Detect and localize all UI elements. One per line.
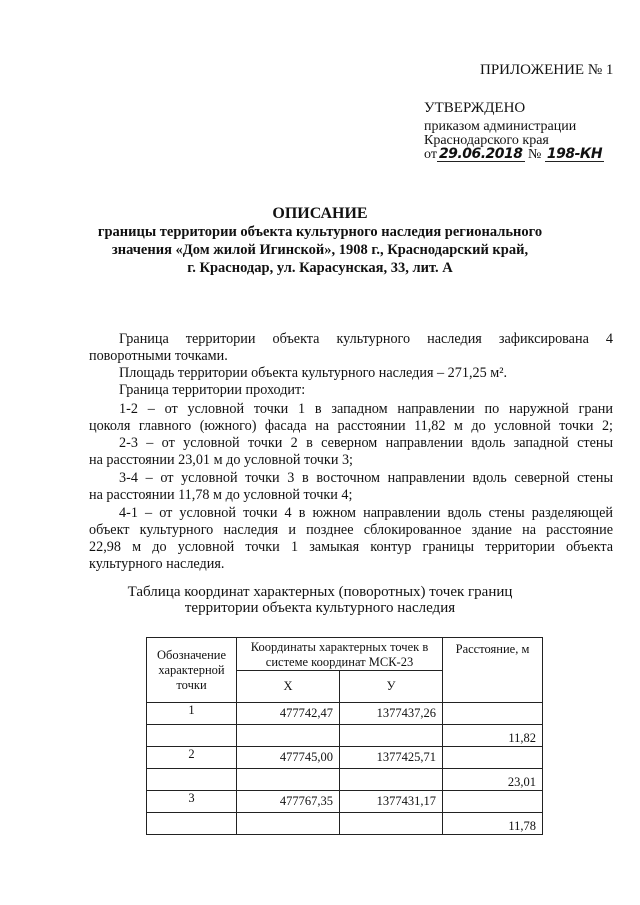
y-cell: 1377431,17 <box>340 791 443 813</box>
body-line: цоколя главного (южного) фасада на расстоянии 11,82 м до условной точки 2; <box>89 418 613 434</box>
body-line: культурного наследия. <box>89 556 225 572</box>
point-cell <box>147 725 237 747</box>
table-caption: территории объекта культурного наследия <box>184 600 456 616</box>
order-prefix: от <box>424 147 437 162</box>
x-cell: 477767,35 <box>237 791 340 813</box>
distance-cell: 11,78 <box>443 813 543 835</box>
table-row <box>147 747 543 769</box>
body-line: на расстоянии 23,01 м до условной точки 3; <box>89 452 353 468</box>
order-line <box>424 147 604 163</box>
point-cell <box>147 813 237 835</box>
point-cell <box>147 769 237 791</box>
table-header-row <box>147 638 543 671</box>
body-line: поворотными точками. <box>89 348 228 364</box>
header-distance: Расстояние, м <box>443 638 543 703</box>
body-line: Граница территории проходит: <box>119 382 306 398</box>
body-line: 4-1 – от условной точки 4 в южном направлении вдоль стены разделяющей <box>119 505 613 521</box>
body-line: 2-3 – от условной точки 2 в северном направлении вдоль западной стены <box>119 435 613 451</box>
body-line: Площадь территории объекта культурного наследия – 271,25 м². <box>119 365 508 381</box>
point-cell: 2 <box>147 747 237 769</box>
y-cell: 1377437,26 <box>340 703 443 725</box>
body-line: 1-2 – от условной точки 1 в западном направлении по наружной грани <box>119 401 613 417</box>
header-coordinates: Координаты характерных точек в системе координат МСК-23 <box>237 638 443 671</box>
body-line: 3-4 – от условной точки 3 в восточном направлении вдоль северной стены <box>119 470 613 486</box>
point-cell: 1 <box>147 703 237 725</box>
y-cell: 1377425,71 <box>340 747 443 769</box>
title-line: г. Краснодар, ул. Карасунская, 33, лит. А <box>187 260 453 276</box>
distance-cell: 11,82 <box>443 725 543 747</box>
y-cell <box>340 813 443 835</box>
y-cell <box>340 769 443 791</box>
x-cell: 477742,47 <box>237 703 340 725</box>
body-line: Граница территории объекта культурного наследия зафиксирована 4 <box>119 331 613 347</box>
body-line: 22,98 м до условной точки 1 замыкая контур границы территории объекта <box>89 539 613 555</box>
distance-cell <box>443 703 543 725</box>
order-number: 198-КН <box>546 146 603 162</box>
y-cell <box>340 725 443 747</box>
x-cell <box>237 769 340 791</box>
header-y: У <box>340 671 443 703</box>
x-cell <box>237 813 340 835</box>
table-row <box>147 725 543 747</box>
title-line: значения «Дом жилой Игинской», 1908 г., Краснодарский край, <box>111 242 529 258</box>
coordinates-table <box>146 637 543 835</box>
body-line: объект культурного наследия и позднее сблокированное здание на расстояние <box>89 522 613 538</box>
approval-line: Краснодарского края <box>424 133 549 148</box>
distance-cell <box>443 747 543 769</box>
table-row <box>147 791 543 813</box>
point-cell: 3 <box>147 791 237 813</box>
header-x: Х <box>237 671 340 703</box>
x-cell <box>237 725 340 747</box>
approval-line: приказом администрации <box>424 119 577 134</box>
header-point-designation: Обозначение характерной точки <box>147 638 237 703</box>
document-heading: ОПИСАНИЕ <box>272 205 368 222</box>
distance-cell <box>443 791 543 813</box>
table-row <box>147 813 543 835</box>
distance-cell: 23,01 <box>443 769 543 791</box>
approved-label: УТВЕРЖДЕНО <box>424 100 526 116</box>
body-line: на расстоянии 11,78 м до условной точки 4; <box>89 487 353 503</box>
x-cell: 477745,00 <box>237 747 340 769</box>
order-date: 29.06.2018 <box>438 146 523 162</box>
title-line: границы территории объекта культурного наследия регионального <box>97 224 543 240</box>
order-number-label: № <box>528 147 542 162</box>
table-caption: Таблица координат характерных (поворотных) точек границ <box>127 584 513 600</box>
table-row <box>147 703 543 725</box>
table-row <box>147 769 543 791</box>
appendix-label: ПРИЛОЖЕНИЕ № 1 <box>480 62 614 78</box>
